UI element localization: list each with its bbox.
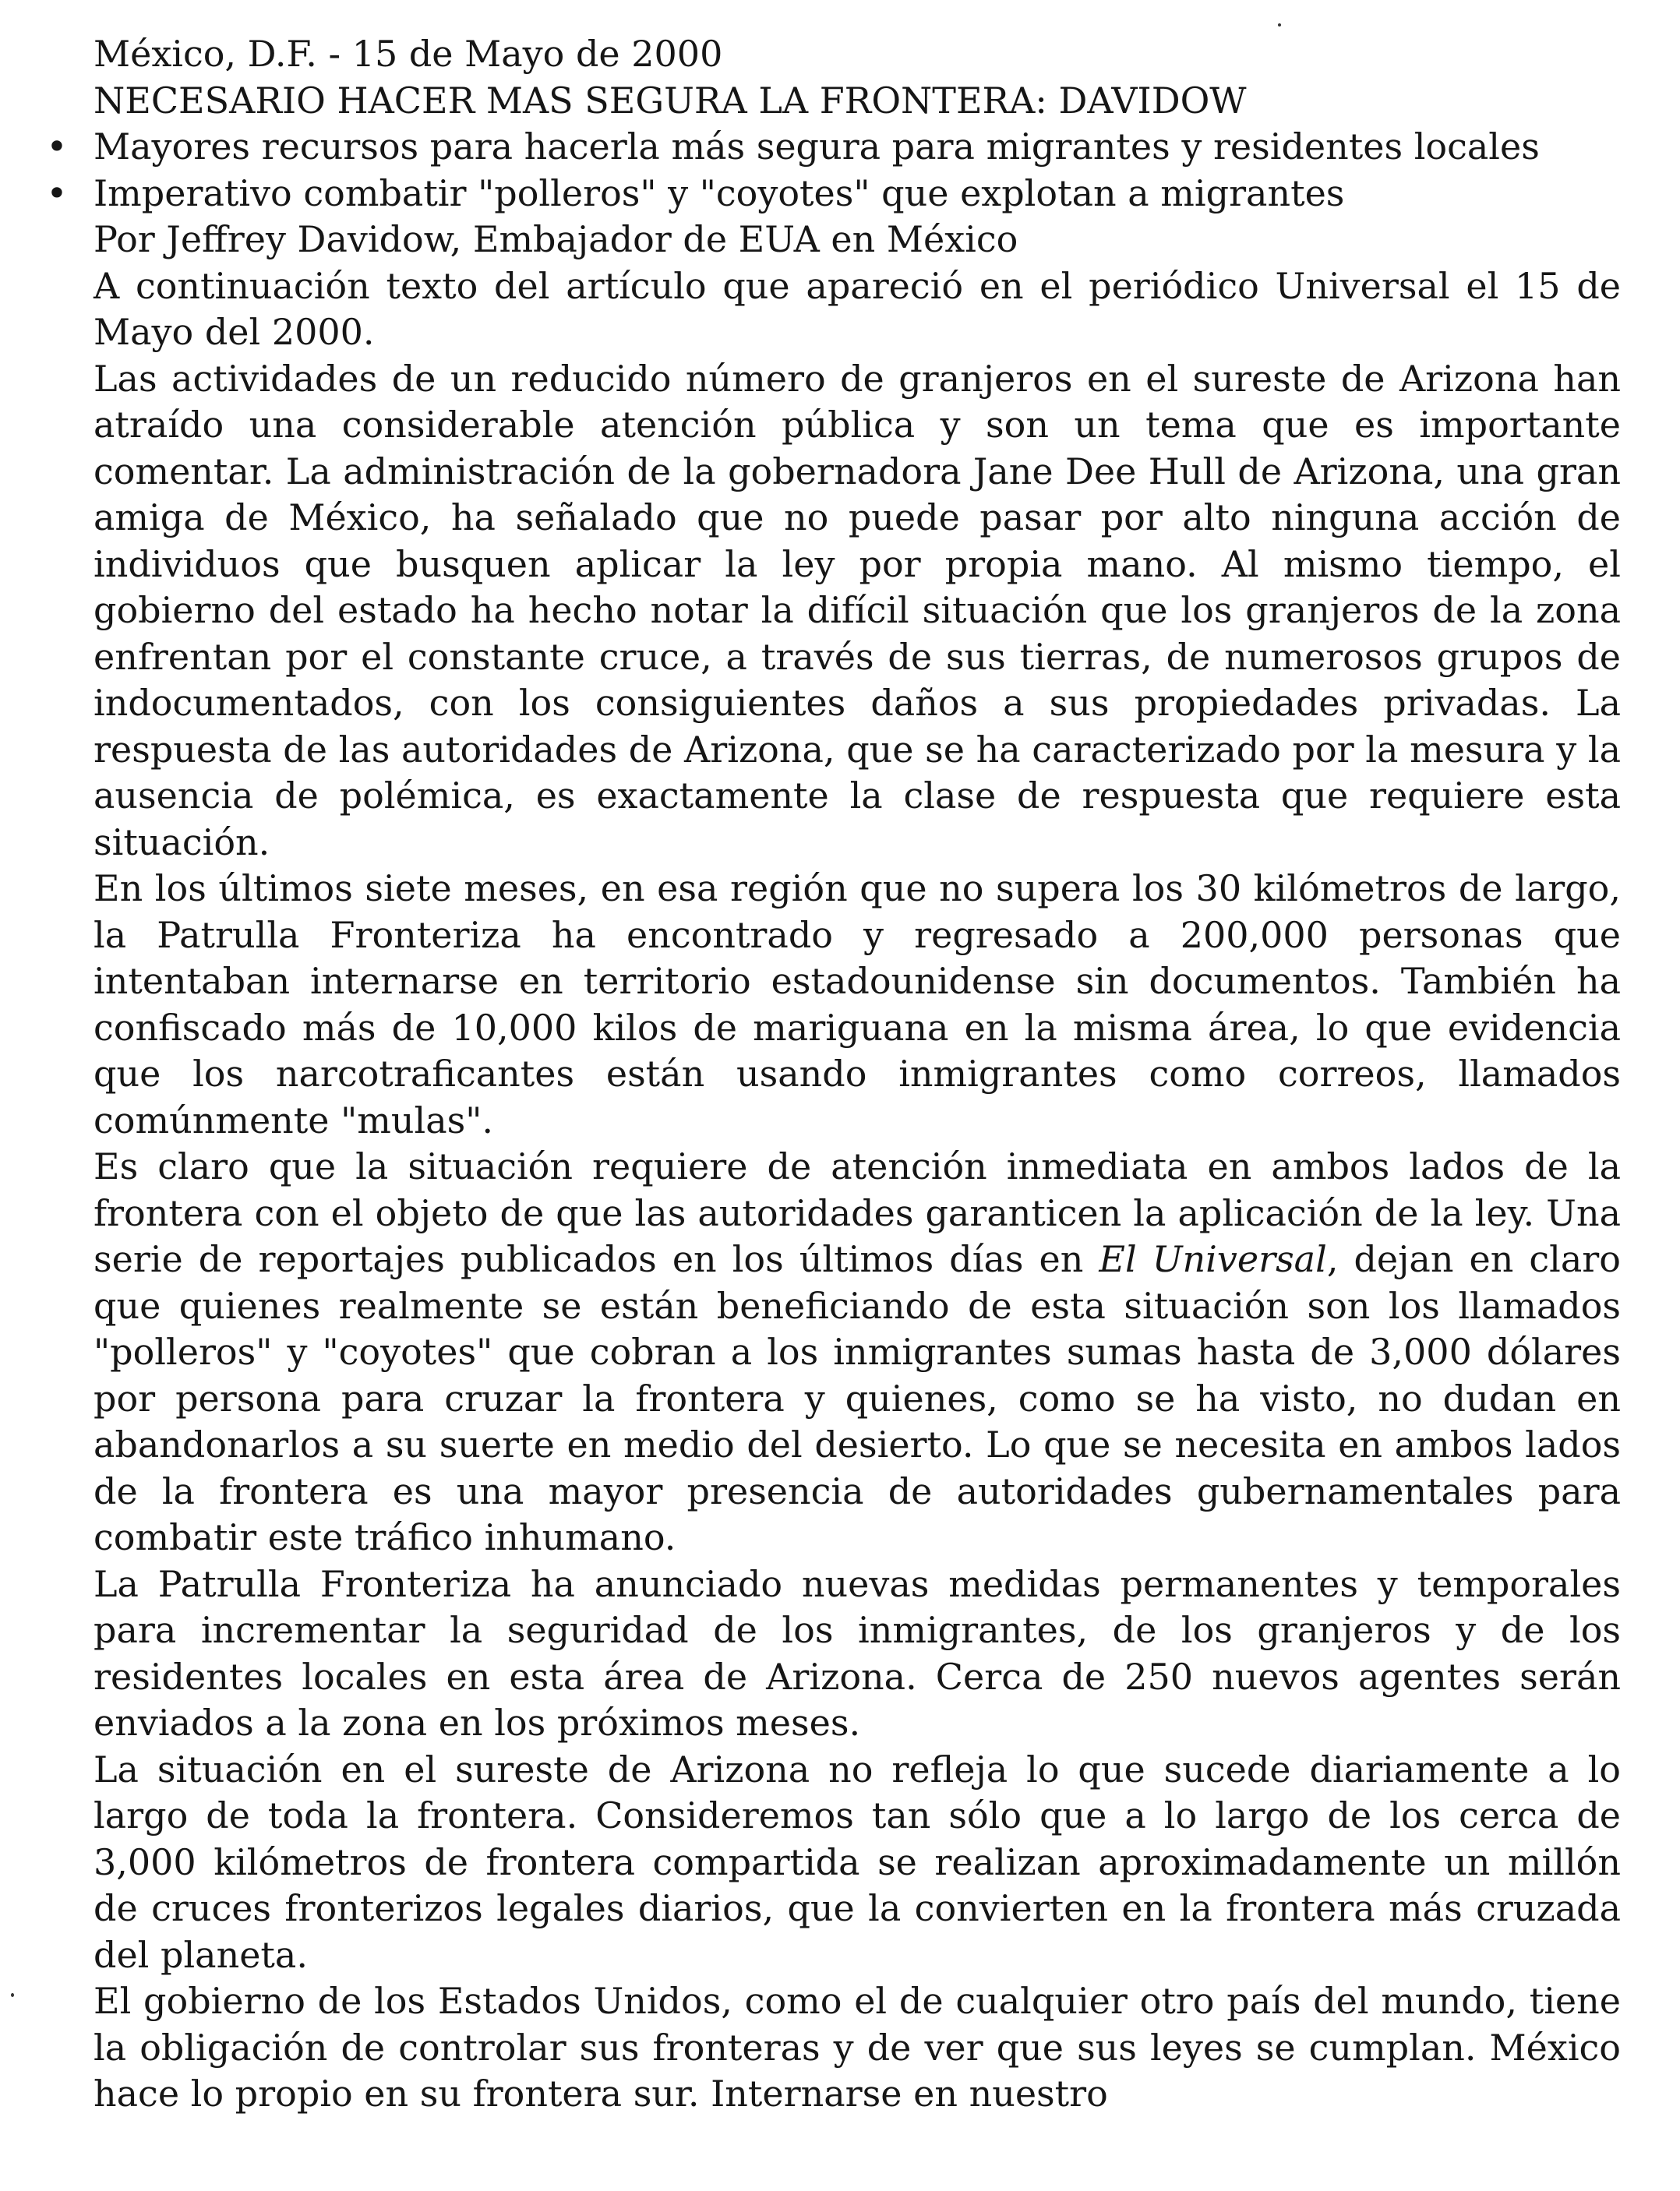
paragraph-text: , dejan en claro que quienes realmente se están beneficiando de esta situación son los llamados "polleros" y "coyotes" que cobran a los inmigrantes sumas hasta de 3,000 dólares por persona para cruzar la frontera y quienes, como se ha visto, no dudan en abandonarlos a su suerte en medio del desierto. Lo que se necesita en ambos lados de la frontera es una mayor presencia de autoridades gubernamentales para combatir este tráfico inhumano.: [94, 1238, 1621, 1558]
bullet-icon: •: [46, 171, 68, 214]
headline: NECESARIO HACER MAS SEGURA LA FRONTERA: DAVIDOW: [94, 79, 1247, 122]
body-paragraph: El gobierno de los Estados Unidos, como el de cualquier otro país del mundo, tiene la obligación de controlar sus fronteras y de ver que sus leyes se cumplan. México hace lo propio en su frontera sur. Internarse en nuestro: [94, 1980, 1621, 2115]
summary-bullet: [46, 171, 1621, 217]
body-paragraph: [94, 1144, 1621, 1561]
summary-bullets: [46, 124, 1621, 217]
bullet-text: Imperativo combatir "polleros" y "coyotes" que explotan a migrantes: [94, 171, 1345, 214]
body-paragraph: Las actividades de un reducido número de granjeros en el sureste de Arizona han atraído una considerable atención pública y son un tema que es importante comentar. La administración de la gobernadora Jane Dee Hull de Arizona, una gran amiga de México, ha señalado que no puede pasar por alto ninguna acción de individuos que busquen aplicar la ley por propia mano. Al mismo tiempo, el gobierno del estado ha hecho notar la difícil situación que los granjeros de la zona enfrentan por el constante cruce, a través de sus tierras, de numerosos grupos de indocumentados, con los consiguientes daños a sus propiedades privadas. La respuesta de las autoridades de Arizona, que se ha caracterizado por la mesura y la ausencia de polémica, es exactamente la clase de respuesta que requiere esta situación.: [94, 357, 1621, 863]
body-paragraph: La Patrulla Fronteriza ha anunciado nuevas medidas permanentes y temporales para incrementar la seguridad de los inmigrantes, de los granjeros y de los residentes locales en esta área de Arizona. Cerca de 250 nuevos agentes serán enviados a la zona en los próximos meses.: [94, 1562, 1621, 1744]
intro-paragraph: A continuación texto del artículo que apareció en el periódico Universal el 15 de Mayo del 2000.: [94, 264, 1621, 353]
scan-speck: [1278, 23, 1281, 26]
bullet-icon: •: [46, 125, 68, 168]
body-paragraph: La situación en el sureste de Arizona no refleja lo que sucede diariamente a lo largo de toda la frontera. Consideremos tan sólo que a lo largo de los cerca de 3,000 kilómetros de frontera compartida se realizan aproximadamente un millón de cruces fronterizos legales diarios, que la convierten en la frontera más cruzada del planeta.: [94, 1748, 1621, 1976]
paragraph-text: Es claro que la situación requiere de atención inmediata en ambos lados de la frontera con el objeto de que las autoridades garanticen la aplicación de la ley. Una serie de reportajes publicados en los últimos días en: [94, 1145, 1621, 1280]
newspaper-name: El Universal: [1099, 1238, 1327, 1280]
scan-speck: [11, 1993, 14, 1997]
body-paragraph: En los últimos siete meses, en esa región que no supera los 30 kilómetros de largo, la Patrulla Fronteriza ha encontrado y regresado a 200,000 personas que intentaban internarse en territorio estadounidense sin documentos. También ha confiscado más de 10,000 kilos de mariguana en la misma área, lo que evidencia que los narcotraficantes están usando inmigrantes como correos, llamados comúnmente "mulas".: [94, 867, 1621, 1141]
summary-bullet: [46, 124, 1621, 171]
byline: Por Jeffrey Davidow, Embajador de EUA en México: [94, 218, 1018, 260]
article: [46, 31, 1621, 2118]
bullet-text: Mayores recursos para hacerla más segura para migrantes y residentes locales: [94, 125, 1540, 168]
dateline: México, D.F. - 15 de Mayo de 2000: [94, 33, 723, 75]
